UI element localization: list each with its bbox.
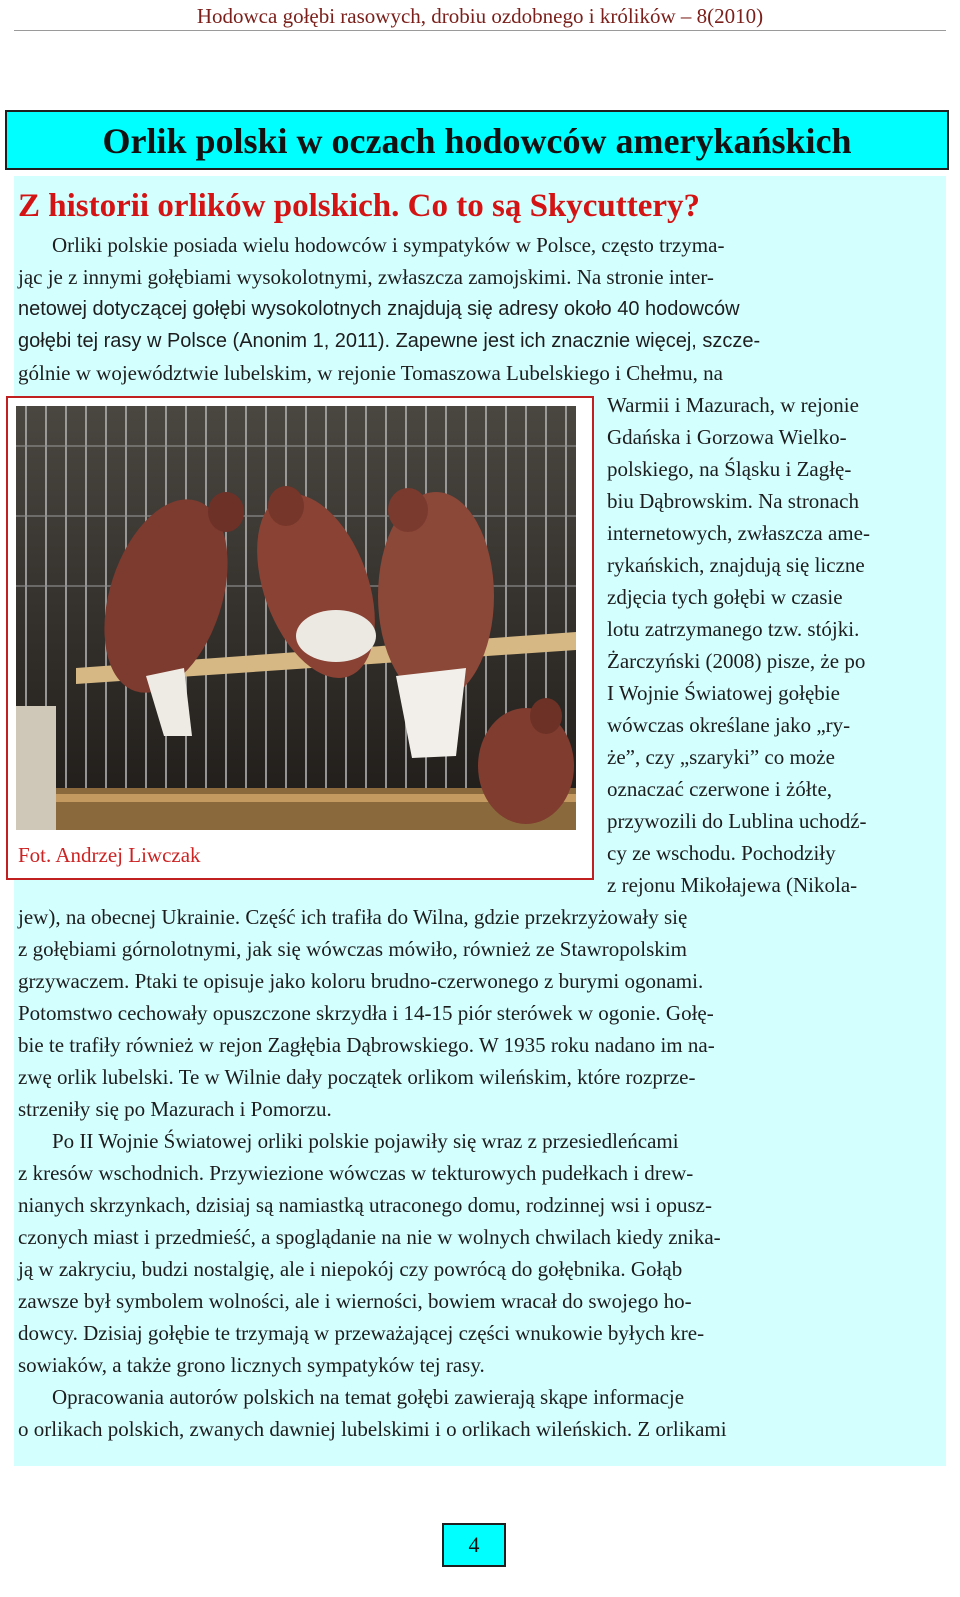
photo-caption: Fot. Andrzej Liwczak: [18, 843, 201, 867]
body-line: że”, czy „szaryki” co może: [607, 745, 835, 769]
body-line: Warmii i Mazurach, w rejonie: [607, 393, 859, 417]
body-line: biu Dąbrowskim. Na stronach: [607, 489, 859, 513]
body-line: Żarczyński (2008) pisze, że po: [607, 649, 866, 673]
body-line: z rejonu Mikołajewa (Nikola-: [607, 873, 858, 897]
body-line: przywozili do Lublina uchodź-: [607, 809, 867, 833]
body-line: polskiego, na Śląsku i Zagłę-: [607, 457, 852, 481]
body-line: I Wojnie Światowej gołębie: [607, 681, 840, 705]
body-line: jąc je z innymi gołębiami wysokolotnymi, zwłaszcza zamojskimi. Na stronie inter-: [18, 265, 714, 289]
article-subheading: Z historii orlików polskich. Co to są Skycuttery?: [18, 188, 701, 224]
body-line: z gołębiami górnolotnymi, jak się wówczas mówiło, również ze Stawropolskim: [18, 937, 687, 961]
body-line: zwę orlik lubelski. Te w Wilnie dały początek orlikom wileńskim, które rozprze-: [18, 1065, 696, 1089]
body-line: grzywaczem. Ptaki te opisuje jako koloru brudno-czerwonego z burymi ogonami.: [18, 969, 704, 993]
article-title: Orlik polski w oczach hodowców amerykańskich: [102, 121, 852, 161]
body-line: Orliki polskie posiada wielu hodowców i sympatyków w Polsce, często trzyma-: [52, 233, 725, 257]
body-line: o orlikach polskich, zwanych dawniej lubelskimi i o orlikach wileńskich. Z orlikami: [18, 1417, 727, 1441]
body-line: gołębi tej rasy w Polsce (Anonim 1, 2011). Zapewne jest ich znacznie więcej, szcze-: [18, 330, 761, 352]
body-line: wówczas określane jako „ry-: [607, 713, 851, 737]
body-line: dowcy. Dzisiaj gołębie te trzymają w przeważającej części wnukowie byłych kre-: [18, 1321, 705, 1345]
body-line: ją w zakryciu, budzi nostalgię, ale i niepokój czy powrócą do gołębnika. Gołąb: [18, 1257, 683, 1281]
body-line: netowej dotyczącej gołębi wysokolotnych znajdują się adresy około 40 hodowców: [18, 298, 740, 320]
body-line: rykańskich, znajdują się liczne: [607, 553, 865, 577]
body-line: bie te trafiły również w rejon Zagłębia Dąbrowskiego. W 1935 roku nadano im na-: [18, 1033, 715, 1057]
pigeons-photo: [16, 406, 576, 830]
body-line: Gdańska i Gorzowa Wielko-: [607, 425, 847, 449]
page-number: 4: [468, 1532, 480, 1557]
body-line: zdjęcia tych gołębi w czasie: [607, 585, 843, 609]
title-box: [5, 110, 949, 170]
body-line: oznaczać czerwone i żółte,: [607, 777, 833, 801]
body-line: Potomstwo cechowały opuszczone skrzydła i 14-15 piór sterówek w ogonie. Gołę-: [18, 1001, 714, 1025]
header-rule: [14, 30, 946, 31]
body-line: Po II Wojnie Światowej orliki polskie pojawiły się wraz z przesiedleńcami: [52, 1129, 679, 1153]
body-line: lotu zatrzymanego tzw. stójki.: [607, 617, 860, 641]
page-number-box: [442, 1523, 506, 1567]
body-line: jew), na obecnej Ukrainie. Część ich trafiła do Wilna, gdzie przekrzyżowały się: [18, 905, 688, 929]
body-line: strzeniły się po Mazurach i Pomorzu.: [18, 1097, 332, 1121]
body-line: zawsze był symbolem wolności, ale i wierności, bowiem wracał do swojego ho-: [18, 1289, 692, 1313]
body-line: Opracowania autorów polskich na temat gołębi zawierają skąpe informacje: [52, 1385, 685, 1409]
body-line: czonych miast i przedmieść, a spoglądanie na nie w wolnych chwilach kiedy znika-: [18, 1225, 721, 1249]
body-line: nianych skrzynkach, dzisiaj są namiastką utraconego domu, rodzinnej wsi i opusz-: [18, 1193, 712, 1217]
body-line: sowiaków, a także grono licznych sympatyków tej rasy.: [18, 1353, 485, 1377]
body-line: gólnie w województwie lubelskim, w rejonie Tomaszowa Lubelskiego i Chełmu, na: [18, 361, 723, 385]
body-line: cy ze wschodu. Pochodziły: [607, 841, 836, 865]
body-line: z kresów wschodnich. Przywiezione wówczas w tekturowych pudełkach i drew-: [18, 1161, 694, 1185]
body-line: internetowych, zwłaszcza ame-: [607, 521, 870, 545]
pigeons-photo-drawing: [16, 406, 576, 830]
running-header: Hodowca gołębi rasowych, drobiu ozdobnego i królików – 8(2010): [196, 4, 764, 28]
